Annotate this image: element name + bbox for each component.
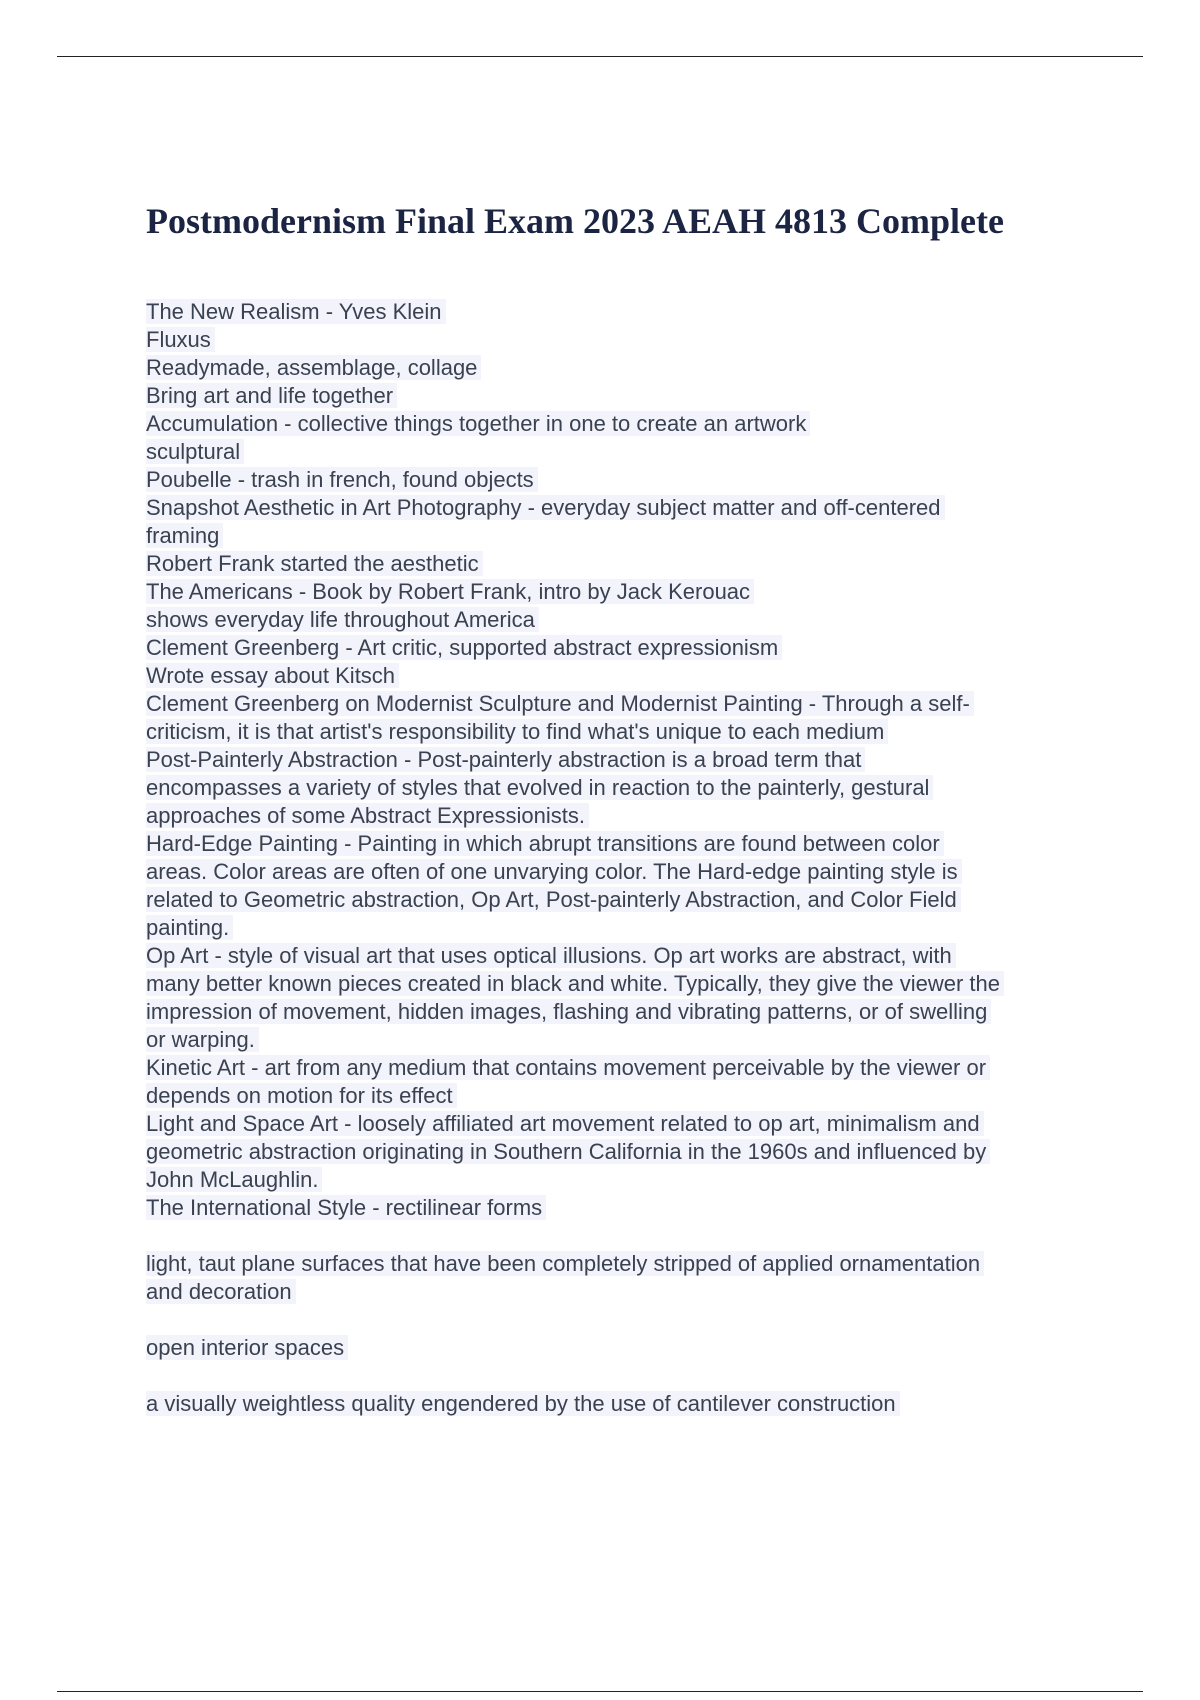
text-line [146,298,1096,326]
text-line [146,326,1096,354]
text-line [146,1082,1096,1110]
text-line [146,1250,1096,1278]
text-line [146,998,1096,1026]
text-line [146,578,1096,606]
text-line-content: or warping. [146,1027,259,1052]
text-line [146,466,1096,494]
text-line-content: a visually weightless quality engendered by the use of cantilever construction [146,1391,900,1416]
text-line [146,1194,1096,1222]
text-line-content: areas. Color areas are often of one unvarying color. The Hard-edge painting style is [146,859,962,884]
text-line [146,942,1096,970]
text-line [146,1110,1096,1138]
text-line-content: criticism, it is that artist's responsibility to find what's unique to each medium [146,719,888,744]
text-line-content: framing [146,523,223,548]
text-line-content: Poubelle - trash in french, found objects [146,467,538,492]
text-line-content: depends on motion for its effect [146,1083,457,1108]
blank-line [146,1222,1096,1250]
text-line-content: painting. [146,915,233,940]
text-line-content: encompasses a variety of styles that evolved in reaction to the painterly, gestural [146,775,933,800]
text-line [146,354,1096,382]
text-line [146,1166,1096,1194]
text-line [146,1278,1096,1306]
text-line [146,522,1096,550]
text-line-content: shows everyday life throughout America [146,607,539,632]
text-line [146,970,1096,998]
text-line-content: approaches of some Abstract Expressionists. [146,803,589,828]
text-line [146,634,1096,662]
text-line-content: Kinetic Art - art from any medium that contains movement perceivable by the viewer or [146,1055,990,1080]
text-line [146,494,1096,522]
text-line [146,746,1096,774]
text-line [146,1334,1096,1362]
text-line [146,438,1096,466]
document-body [146,298,1096,1418]
text-line [146,858,1096,886]
text-line [146,606,1096,634]
text-line [146,802,1096,830]
text-line [146,382,1096,410]
text-line-content: many better known pieces created in black and white. Typically, they give the viewer the [146,971,1004,996]
text-line [146,410,1096,438]
text-line-content: John McLaughlin. [146,1167,322,1192]
text-line-content: Wrote essay about Kitsch [146,663,399,688]
text-line-content: related to Geometric abstraction, Op Art, Post-painterly Abstraction, and Color Field [146,887,961,912]
text-line [146,662,1096,690]
text-line [146,1390,1096,1418]
text-line-content: sculptural [146,439,244,464]
text-line-content: Hard-Edge Painting - Painting in which abrupt transitions are found between color [146,831,944,856]
text-line-content: Accumulation - collective things together in one to create an artwork [146,411,810,436]
text-line-content: Readymade, assemblage, collage [146,355,481,380]
text-line-content: The Americans - Book by Robert Frank, intro by Jack Kerouac [146,579,754,604]
text-line-content: and decoration [146,1279,296,1304]
text-line-content: light, taut plane surfaces that have been completely stripped of applied ornamentation [146,1251,984,1276]
text-line-content: Bring art and life together [146,383,397,408]
text-line-content: impression of movement, hidden images, flashing and vibrating patterns, or of swelling [146,999,991,1024]
text-line [146,1054,1096,1082]
text-line [146,886,1096,914]
page-title: Postmodernism Final Exam 2023 AEAH 4813 Complete [146,201,1004,241]
text-line-content: Robert Frank started the aesthetic [146,551,483,576]
text-line [146,1026,1096,1054]
text-line [146,550,1096,578]
text-line-content: Post-Painterly Abstraction - Post-painterly abstraction is a broad term that [146,747,865,772]
text-line-content: Clement Greenberg - Art critic, supported abstract expressionism [146,635,782,660]
text-line-content: Light and Space Art - loosely affiliated art movement related to op art, minimalism and [146,1111,984,1136]
text-line-content: The New Realism - Yves Klein [146,299,446,324]
text-line [146,1138,1096,1166]
blank-line [146,1362,1096,1390]
text-line-content: geometric abstraction originating in Southern California in the 1960s and influenced by [146,1139,990,1164]
text-line [146,774,1096,802]
text-line [146,718,1096,746]
text-line [146,830,1096,858]
text-line-content: Op Art - style of visual art that uses optical illusions. Op art works are abstract, with [146,943,956,968]
text-line-content: Fluxus [146,327,215,352]
text-line-content: Snapshot Aesthetic in Art Photography - everyday subject matter and off-centered [146,495,945,520]
text-line-content: open interior spaces [146,1335,348,1360]
text-line [146,914,1096,942]
header-rule [57,56,1143,57]
footer-rule [57,1691,1143,1692]
blank-line [146,1306,1096,1334]
text-line-content: The International Style - rectilinear forms [146,1195,546,1220]
text-line [146,690,1096,718]
text-line-content: Clement Greenberg on Modernist Sculpture and Modernist Painting - Through a self- [146,691,974,716]
